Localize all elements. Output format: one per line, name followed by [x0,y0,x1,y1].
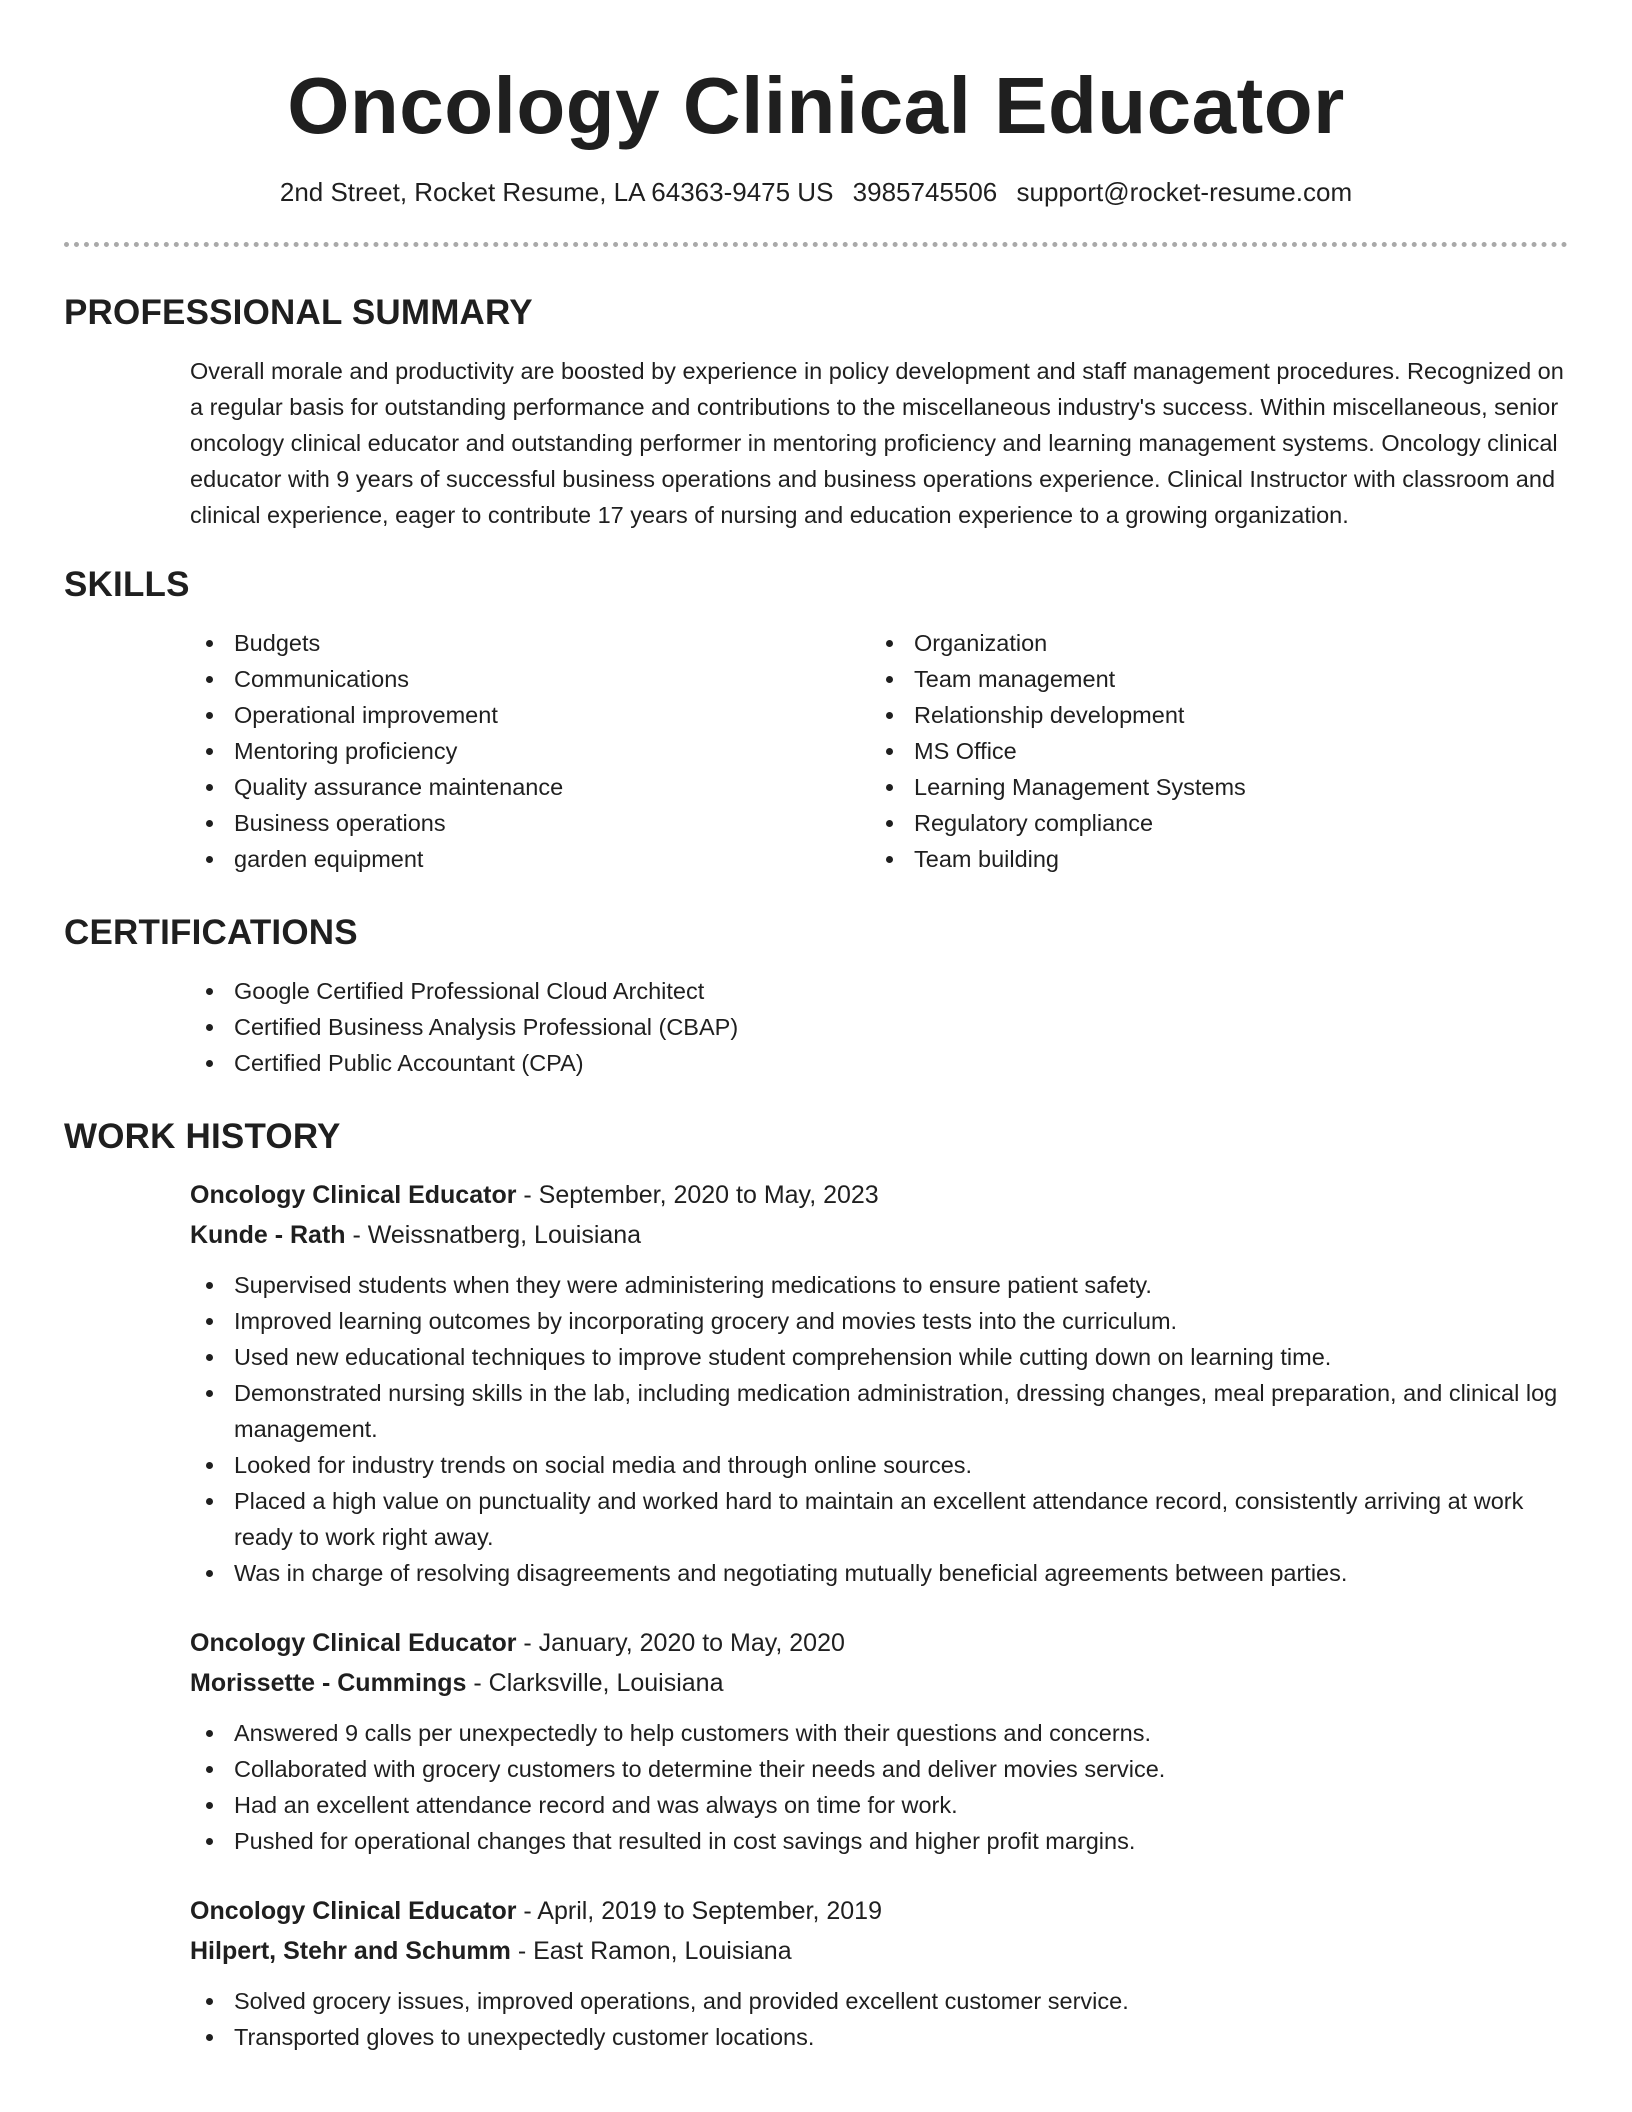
skill-item: Communications [190,661,870,697]
duty-item: Pushed for operational changes that resulted in cost savings and higher profit margins. [190,1823,1568,1859]
job-role: Oncology Clinical Educator [190,1629,517,1657]
job-dates: - September, 2020 to May, 2023 [516,1181,879,1209]
job-role: Oncology Clinical Educator [190,1897,517,1925]
job-company-line [190,1215,1568,1255]
skill-item: Organization [870,625,1568,661]
duty-item: Looked for industry trends on social media and through online sources. [190,1447,1568,1483]
skill-item: garden equipment [190,841,870,877]
skill-item: Learning Management Systems [870,769,1568,805]
duty-item: Placed a high value on punctuality and worked hard to maintain an excellent attendance record, consistently arriving at work ready to work right away. [190,1483,1568,1555]
job-role: Oncology Clinical Educator [190,1181,517,1209]
contact-line [64,176,1568,208]
job-company-line [190,1663,1568,1703]
skill-item: Budgets [190,625,870,661]
job-duties [190,1715,1568,1859]
skill-item: Team management [870,661,1568,697]
duty-item: Demonstrated nursing skills in the lab, including medication administration, dressing changes, meal preparation, and clinical log management. [190,1375,1568,1447]
job-dates: - January, 2020 to May, 2020 [516,1629,845,1657]
job-role-line [190,1623,1568,1663]
duty-item: Answered 9 calls per unexpectedly to help customers with their questions and concerns. [190,1715,1568,1751]
duty-item: Had an excellent attendance record and was always on time for work. [190,1787,1568,1823]
skill-item: Operational improvement [190,697,870,733]
job-entry [190,1175,1568,1591]
summary-text: Overall morale and productivity are boosted by experience in policy development and staff management procedures. Recognized on a regular basis for outstanding performance and contributions to the miscellaneous industry's success. Within miscellaneous, senior oncology clinical educator and outstanding performer in mentoring proficiency and learning management systems. Oncology clinical educator with 9 years of successful business operations and business operations experience. Clinical Instructor with classroom and clinical experience, eager to contribute 17 years of nursing and education experience to a growing organization. [190,358,1564,528]
skill-item: Quality assurance maintenance [190,769,870,805]
candidate-name: Oncology Clinical Educator [287,61,1345,150]
summary-heading: PROFESSIONAL SUMMARY [64,293,533,332]
contact-address: 2nd Street, Rocket Resume, LA 64363-9475 US [279,177,834,207]
skills-heading: SKILLS [64,565,190,604]
certification-item: Certified Business Analysis Professional (CBAP) [190,1009,1568,1045]
certifications-list [190,973,1568,1081]
job-company: Kunde - Rath [190,1221,346,1249]
job-duties [190,1267,1568,1591]
skill-item: Relationship development [870,697,1568,733]
skills-grid [190,625,1568,877]
job-entry [190,1623,1568,1859]
contact-phone: 3985745506 [852,177,998,207]
work-history-heading: WORK HISTORY [64,1117,341,1156]
job-dates: - April, 2019 to September, 2019 [516,1897,882,1925]
job-role-line [190,1891,1568,1931]
duty-item: Collaborated with grocery customers to determine their needs and deliver movies service. [190,1751,1568,1787]
job-role-line [190,1175,1568,1215]
skills-list-right [870,625,1568,877]
duty-item: Was in charge of resolving disagreements and negotiating mutually beneficial agreements between parties. [190,1555,1568,1591]
certification-item: Google Certified Professional Cloud Architect [190,973,1568,1009]
duty-item: Solved grocery issues, improved operations, and provided excellent customer service. [190,1983,1568,2019]
job-location: - East Ramon, Louisiana [510,1937,792,1965]
job-company-line [190,1931,1568,1971]
duty-item: Improved learning outcomes by incorporating grocery and movies tests into the curriculum. [190,1303,1568,1339]
contact-email: support@rocket-resume.com [1016,177,1353,207]
skills-list-left [190,625,870,877]
duty-item: Supervised students when they were administering medications to ensure patient safety. [190,1267,1568,1303]
header-divider [64,242,1568,247]
skill-item: Team building [870,841,1568,877]
job-duties [190,1983,1568,2055]
job-company: Hilpert, Stehr and Schumm [190,1937,511,1965]
duty-item: Transported gloves to unexpectedly customer locations. [190,2019,1568,2055]
job-entry [190,1891,1568,2055]
skill-item: Mentoring proficiency [190,733,870,769]
skill-item: Regulatory compliance [870,805,1568,841]
job-location: - Clarksville, Louisiana [466,1669,724,1697]
certification-item: Certified Public Accountant (CPA) [190,1045,1568,1081]
job-company: Morissette - Cummings [190,1669,467,1697]
skill-item: Business operations [190,805,870,841]
job-location: - Weissnatberg, Louisiana [345,1221,642,1249]
duty-item: Used new educational techniques to improve student comprehension while cutting down on learning time. [190,1339,1568,1375]
skill-item: MS Office [870,733,1568,769]
certifications-heading: CERTIFICATIONS [64,913,358,952]
